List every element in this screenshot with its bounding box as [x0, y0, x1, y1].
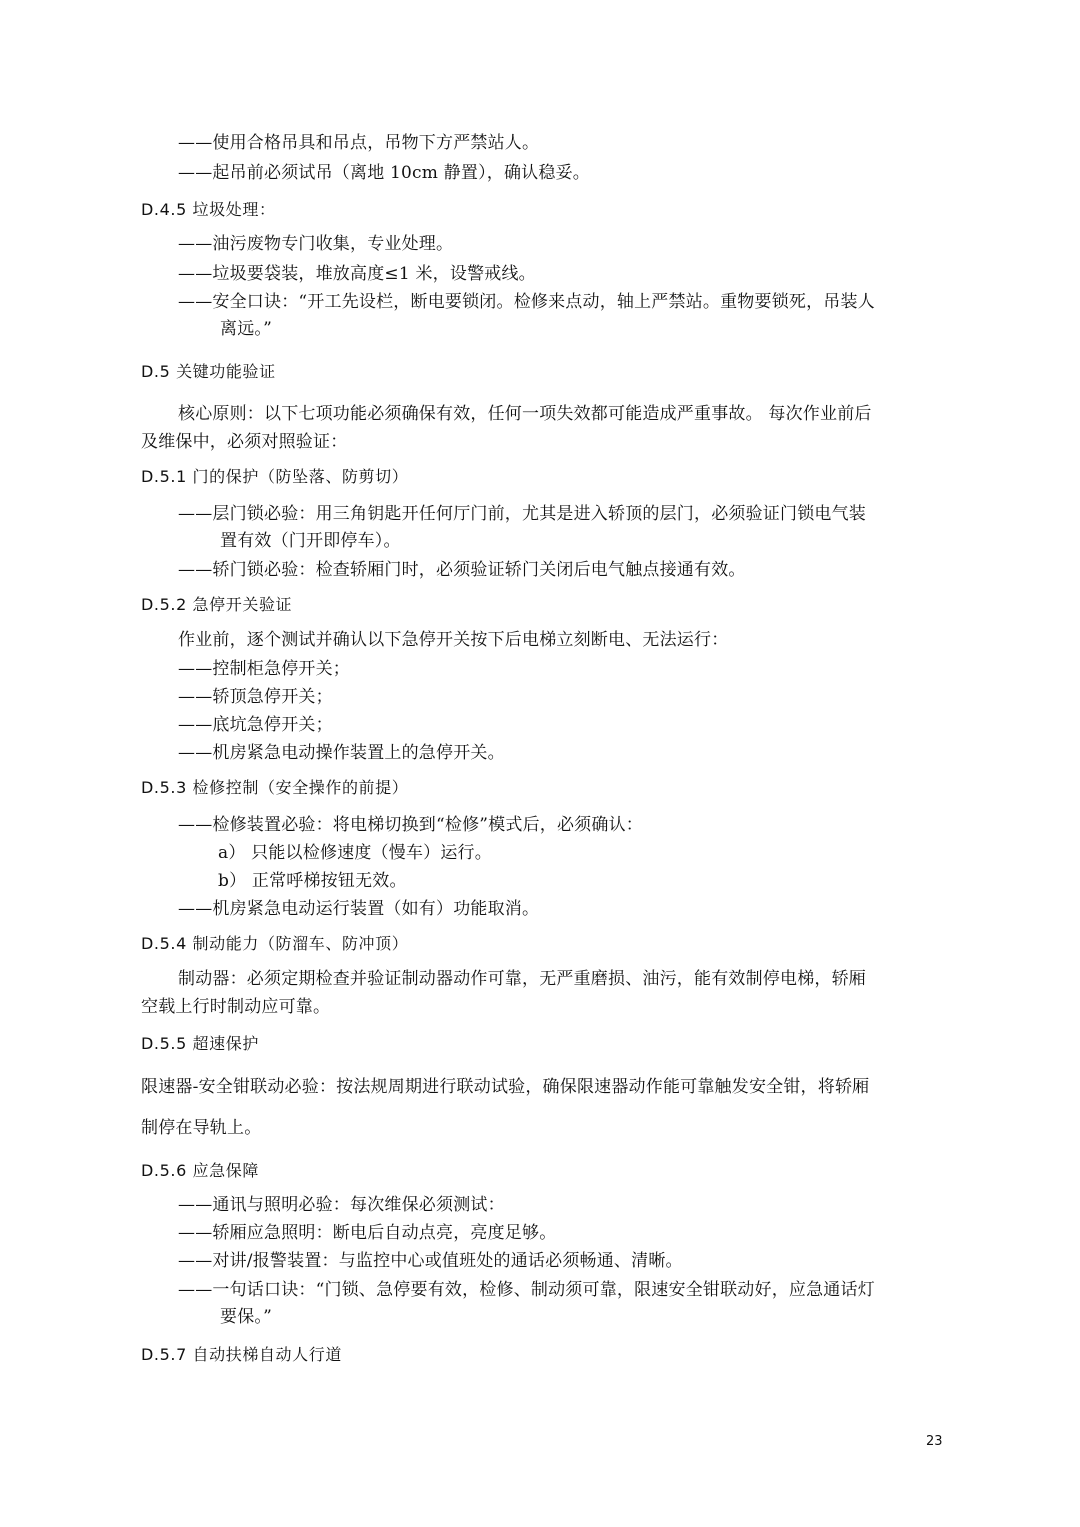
- list-item-continuation: 要保。”: [220, 1307, 272, 1327]
- section-heading: D.5.6 应急保障: [141, 1161, 259, 1180]
- list-item: ——一句话口诀：“门锁、急停要有效，检修、制动须可靠，限速安全钳联动好，应急通话灯: [178, 1280, 875, 1300]
- list-item: ——垃圾要袋装，堆放高度≤1 米，设警戒线。: [178, 264, 536, 284]
- section-heading: D.5.2 急停开关验证: [141, 595, 293, 614]
- list-item: ——安全口诀：“开工先设栏，断电要锁闭。检修来点动，轴上严禁站。重物要锁死，吊装人: [178, 292, 875, 312]
- list-item: ——通讯与照明必验：每次维保必须测试：: [178, 1195, 505, 1215]
- list-item-continuation: 离远。”: [220, 319, 272, 339]
- paragraph-line: 制动器：必须定期检查并验证制动器动作可靠，无严重磨损、油污，能有效制停电梯，轿厢: [178, 969, 866, 989]
- list-item: ——轿顶急停开关；: [178, 687, 333, 707]
- list-item-continuation: 置有效（门开即停车）。: [220, 531, 401, 551]
- paragraph-line: 限速器-安全钳联动必验：按法规周期进行联动试验，确保限速器动作能可靠触发安全钳，将轿厢: [141, 1077, 870, 1097]
- section-heading: D.5.7 自动扶梯自动人行道: [141, 1345, 342, 1364]
- list-item: ——底坑急停开关；: [178, 715, 333, 735]
- paragraph-line: 空载上行时制动应可靠。: [141, 997, 331, 1017]
- paragraph-line: 及维保中，必须对照验证：: [141, 432, 348, 452]
- section-heading: D.5.3 检修控制（安全操作的前提）: [141, 778, 409, 797]
- paragraph-line: 作业前，逐个测试并确认以下急停开关按下后电梯立刻断电、无法运行：: [178, 630, 729, 650]
- paragraph-line: 制停在导轨上。: [141, 1118, 262, 1138]
- list-item: ——油污废物专门收集，专业处理。: [178, 234, 454, 254]
- list-item: ——起吊前必须试吊（离地 10cm 静置），确认稳妥。: [178, 163, 590, 183]
- list-item: ——机房紧急电动操作装置上的急停开关。: [178, 743, 505, 763]
- section-heading: D.5.4 制动能力（防溜车、防冲顶）: [141, 934, 409, 953]
- list-item: ——使用合格吊具和吊点，吊物下方严禁站人。: [178, 133, 540, 153]
- list-item: ——层门锁必验：用三角钥匙开任何厅门前，尤其是进入轿顶的层门，必须验证门锁电气装: [178, 504, 866, 524]
- section-heading: D.5 关键功能验证: [141, 362, 276, 381]
- paragraph-line: 核心原则：以下七项功能必须确保有效，任何一项失效都可能造成严重事故。 每次作业前后: [178, 404, 872, 424]
- sub-list-item: b） 正常呼梯按钮无效。: [218, 871, 407, 891]
- list-item: ——机房紧急电动运行装置（如有）功能取消。: [178, 899, 540, 919]
- page-number: 23: [926, 1434, 943, 1449]
- list-item: ——控制柜急停开关；: [178, 659, 350, 679]
- section-heading: D.5.5 超速保护: [141, 1034, 259, 1053]
- list-item: ——检修装置必验：将电梯切换到“检修”模式后，必须确认：: [178, 815, 643, 835]
- section-heading: D.4.5 垃圾处理：: [141, 200, 276, 219]
- sub-list-item: a） 只能以检修速度（慢车）运行。: [218, 843, 492, 863]
- list-item: ——轿厢应急照明：断电后自动点亮，亮度足够。: [178, 1223, 557, 1243]
- section-heading: D.5.1 门的保护（防坠落、防剪切）: [141, 467, 409, 486]
- list-item: ——对讲/报警装置：与监控中心或值班处的通话必须畅通、清晰。: [178, 1251, 683, 1271]
- list-item: ——轿门锁必验：检查轿厢门时，必须验证轿门关闭后电气触点接通有效。: [178, 560, 746, 580]
